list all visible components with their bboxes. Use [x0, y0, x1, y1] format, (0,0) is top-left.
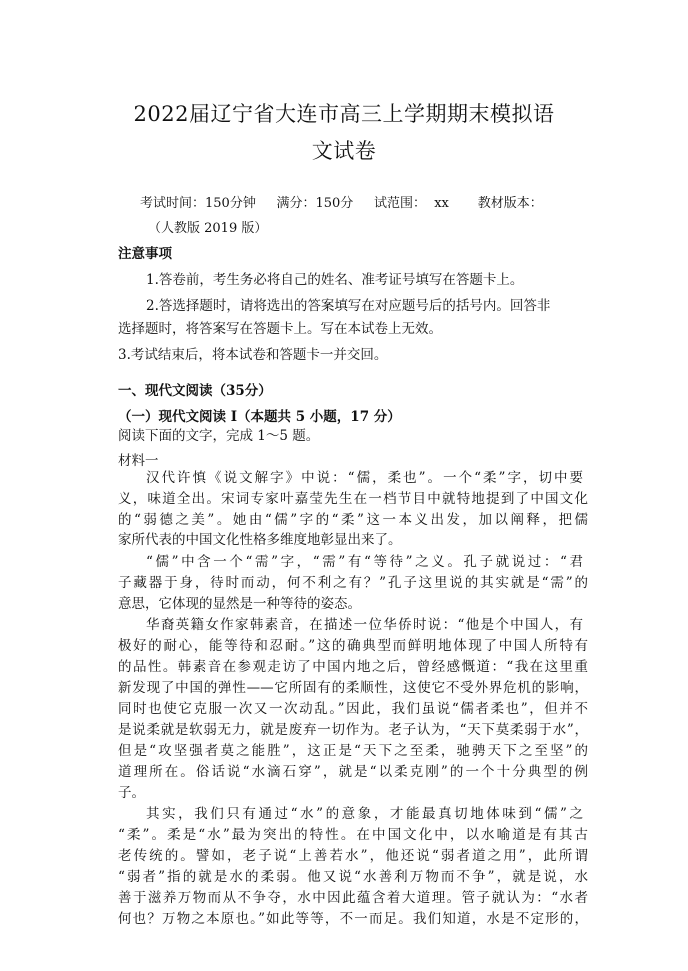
notice-item: 选择题时，将答案写在答题卡上。写在本试卷上无效。 — [118, 321, 442, 337]
body-line: 意思，它体现的显然是一种等待的姿态。 — [118, 596, 361, 612]
exam-title-line1: 2022届辽宁省大连市高三上学期期末模拟语 — [133, 102, 555, 126]
body-line: 新发现了中国的弹性——它所固有的柔顺性，这使它不受外界危机的影响， — [118, 680, 588, 696]
body-line: “柔”。柔是“水”最为突出的特性。在中国文化中，以水喻道是有其古 — [118, 827, 588, 843]
body-line: 汉代许慎《说文解字》中说：“儒，柔也”。一个“柔”字，切中要 — [146, 470, 583, 486]
body-line: 同时也使它克服一次又一次动乱。”因此，我们虽说“儒者柔也”，但并不 — [118, 701, 588, 717]
body-line: 极好的耐心，能等待和忍耐。”这的确典型而鲜明地体现了中国人所特有 — [118, 638, 588, 654]
body-line: “弱者”指的就是水的柔弱。他又说“水善利万物而不争”，就是说，水 — [118, 869, 588, 885]
body-line: “儒”中含一个“需”字，“需”有“等待”之义。孔子就说过：“君 — [146, 554, 583, 570]
sub-section-heading: （一）现代文阅读 I（本题共 5 小题，17 分） — [118, 409, 401, 425]
body-line: 但是“攻坚强者莫之能胜”，这正是“天下之至柔，驰骋天下之至坚”的 — [118, 743, 588, 759]
body-line: 华裔英籍女作家韩素音，在描述一位华侨时说：“他是个中国人，有 — [146, 617, 583, 633]
body-line: 是说柔就是软弱无力，就是废弃一切作为。老子认为，“天下莫柔弱于水”， — [118, 722, 588, 738]
body-line: 老传统的。譬如，老子说“上善若水”，他还说“弱者道之用”，此所谓 — [118, 848, 588, 864]
body-line: 子藏器于身，待时而动，何不利之有？”孔子这里说的其实就是“需”的 — [118, 575, 588, 591]
body-line: 何也？万物之本原也。”如此等等，不一而足。我们知道，水是不定形的， — [118, 911, 588, 927]
notice-item: 1.答卷前，考生务必将自己的姓名、准考证号填写在答题卡上。 — [146, 272, 524, 288]
notice-item: 2.答选择题时，请将选出的答案填写在对应题号后的括号内。回答非 — [146, 298, 551, 314]
body-line: 家所代表的中国文化性格多维度地彰显出来了。 — [118, 532, 402, 548]
body-line: 义，味道全出。宋词专家叶嘉莹先生在一档节目中就特地提到了中国文化 — [118, 491, 588, 507]
reading-instruction: 阅读下面的文字，完成 1～5 题。 — [118, 428, 320, 444]
exam-title-line2: 文试卷 — [311, 139, 377, 163]
body-line: 子。 — [118, 785, 145, 801]
body-line: 的“弱德之美”。她由“儒”字的“柔”这一本义出发，加以阐释，把儒 — [118, 512, 588, 528]
body-line: 道理所在。俗话说“水滴石穿”，就是“以柔克刚”的一个十分典型的例 — [118, 764, 588, 780]
body-line: 的品性。韩素音在参观走访了中国内地之后，曾经感慨道：“我在这里重 — [118, 659, 588, 675]
exam-info-line1: 考试时间：150分钟 满分：150分 试范围： xx 教材版本： — [140, 196, 543, 211]
notice-heading: 注意事项 — [118, 246, 172, 262]
body-line: 其实，我们只有通过“水”的意象，才能最真切地体味到“儒”之 — [146, 806, 583, 822]
notice-item: 3.考试结束后，将本试卷和答题卡一并交回。 — [118, 347, 388, 363]
body-line: 善于滋养万物而从不争夺，水中因此蕴含着大道理。管子就认为：“水者 — [118, 890, 588, 906]
exam-info-line2: （人教版 2019 版） — [148, 221, 268, 236]
material-label: 材料一 — [118, 453, 159, 469]
section-heading: 一、现代文阅读（35分） — [118, 383, 272, 399]
